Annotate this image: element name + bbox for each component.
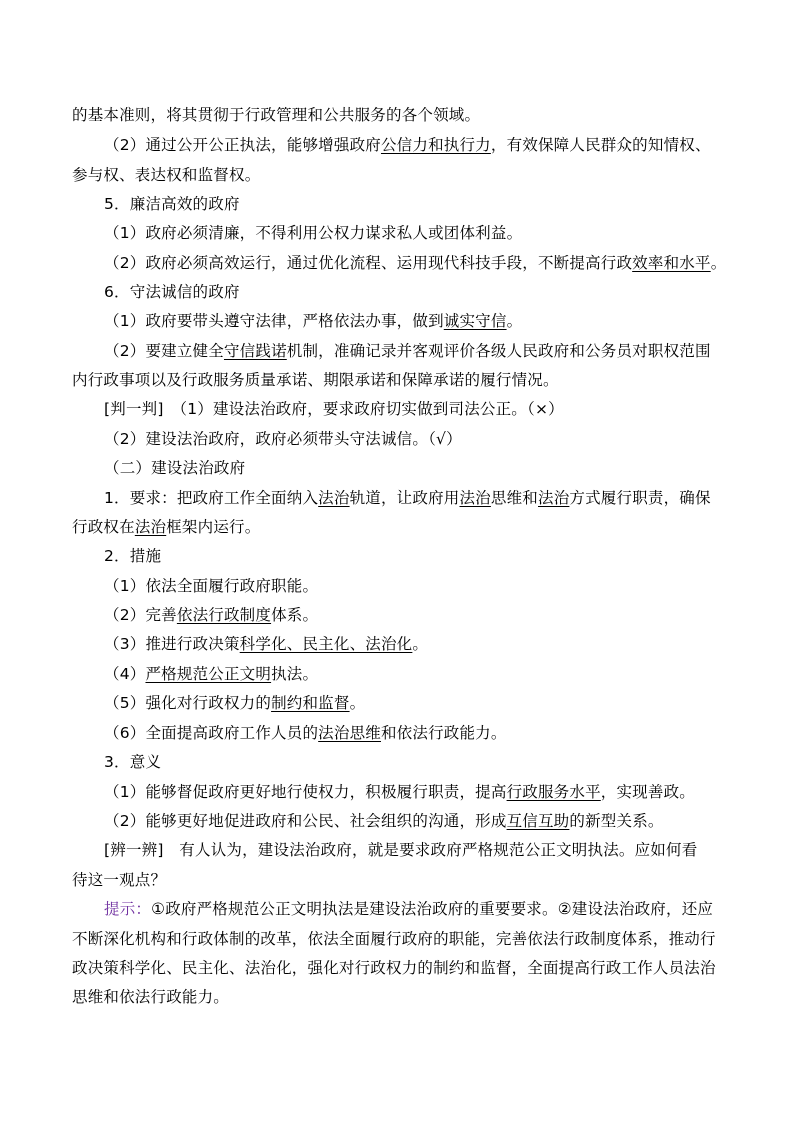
- text-segment: 政决策科学化、民主化、法治化，强化对行政权力的制约和监督，全面提高行政工作人员法治: [72, 959, 716, 977]
- section-heading: [104, 282, 240, 302]
- text-segment: 行政权在: [72, 518, 135, 536]
- text-segment: （2）能够更好地促进政府和公民、社会组织的沟通，形成: [104, 812, 507, 830]
- text-line: [104, 693, 365, 713]
- text-segment: （1）政府必须清廉，不得利用公权力谋求私人或团体利益。: [104, 224, 523, 242]
- text-segment: （4）: [104, 665, 146, 683]
- text-line: [104, 223, 522, 243]
- text-segment: 的基本准则，将其贯彻于行政管理和公共服务的各个领域。: [72, 106, 481, 124]
- underlined-term: 守信践诺: [223, 342, 287, 360]
- section-heading: [104, 194, 240, 214]
- underlined-term: 依法行政制度: [176, 606, 272, 624]
- text-segment: （2）通过公开公正执法，能够增强政府: [104, 136, 381, 154]
- text-segment: （2）建设法治政府，政府必须带头守法诚信。（√）: [104, 430, 462, 448]
- text-segment: 思维和: [490, 489, 538, 507]
- text-segment: 3．意义: [104, 753, 162, 771]
- underlined-term: 制约和监督: [271, 694, 350, 712]
- text-segment: 。: [412, 635, 429, 653]
- text-segment: （2）完善: [104, 606, 177, 624]
- section-heading: [104, 546, 161, 566]
- text-segment: 的新型关系。: [569, 812, 664, 830]
- text-segment: 和依法行政能力。: [380, 724, 507, 742]
- text-segment: 。: [710, 254, 727, 272]
- underlined-term: 法治: [459, 489, 491, 507]
- judge-question: [104, 399, 564, 419]
- text-segment: 5．廉洁高效的政府: [104, 195, 240, 213]
- text-segment: ①政府严格规范公正文明执法是建设法治政府的重要要求。②建设法治政府，还应: [151, 900, 714, 918]
- text-segment: 1．要求：把政府工作全面纳入: [104, 489, 319, 507]
- text-segment: [辨一辨] 有人认为，建设法治政府，就是要求政府严格规范公正文明执法。应如何看: [104, 841, 698, 859]
- text-segment: 6．守法诚信的政府: [104, 283, 240, 301]
- judge-question: [104, 429, 462, 449]
- text-line: [104, 782, 695, 802]
- underlined-term: 互信互助: [506, 812, 570, 830]
- text-line: [72, 987, 229, 1007]
- text-segment: 待这一观点？: [72, 871, 167, 889]
- text-line: [104, 811, 664, 831]
- text-segment: 思维和依法行政能力。: [72, 988, 230, 1006]
- text-line: [104, 664, 318, 684]
- discussion-question: [104, 840, 697, 860]
- text-line: [72, 105, 480, 125]
- section-heading: [104, 752, 161, 772]
- text-segment: （1）依法全面履行政府职能。: [104, 577, 319, 595]
- text-segment: （二）建设法治政府: [104, 459, 246, 477]
- text-segment: （2）政府必须高效运行，通过优化流程、运用现代科技手段，不断提高行政: [104, 254, 633, 272]
- text-segment: [判一判] （1）建设法治政府，要求政府切实做到司法公正。（×）: [104, 400, 564, 418]
- text-line: [72, 517, 260, 537]
- underlined-term: 科学化、民主化、法治化: [239, 635, 413, 653]
- section-heading: [104, 458, 245, 478]
- underlined-term: 法治: [318, 489, 350, 507]
- text-line: [72, 929, 716, 949]
- text-line: [104, 341, 711, 361]
- text-segment: （2）要建立健全: [104, 342, 224, 360]
- text-segment: 参与权、表达权和监督权。: [72, 166, 261, 184]
- text-line: [104, 253, 726, 273]
- underlined-term: 法治: [134, 518, 167, 536]
- discussion-question: [72, 870, 166, 890]
- text-segment: （1）政府要带头遵守法律，严格依法办事，做到: [104, 312, 444, 330]
- text-segment: ，实现善政。: [600, 783, 695, 801]
- text-segment: ，有效保障人民群众的知情权、: [490, 136, 711, 154]
- text-segment: （3）推进行政决策: [104, 635, 240, 653]
- text-segment: 。: [506, 312, 523, 330]
- text-segment: 内行政事项以及行政服务质量承诺、期限承诺和保障承诺的履行情况。: [72, 371, 559, 389]
- text-line: [72, 165, 260, 185]
- text-segment: 。: [349, 694, 366, 712]
- text-segment: （5）强化对行政权力的: [104, 694, 272, 712]
- underlined-term: 效率和水平: [632, 254, 711, 272]
- underlined-term: 公信力和执行力: [380, 136, 491, 154]
- text-segment: 机制，准确记录并客观评价各级人民政府和公务员对职权范围: [286, 342, 711, 360]
- underlined-term: 法治思维: [318, 724, 381, 742]
- text-line: [104, 605, 318, 625]
- text-segment: 执法。: [271, 665, 319, 683]
- text-segment: （1）能够督促政府更好地行使权力，积极履行职责，提高: [104, 783, 507, 801]
- underlined-term: 诚实守信: [443, 312, 507, 330]
- underlined-term: 行政服务水平: [506, 783, 601, 801]
- text-line: [104, 723, 507, 743]
- text-segment: 体系。: [271, 606, 319, 624]
- text-segment: （6）全面提高政府工作人员的: [104, 724, 319, 742]
- text-line: [72, 370, 559, 390]
- underlined-term: 严格规范公正文明: [145, 665, 272, 683]
- text-segment: 框架内运行。: [166, 518, 261, 536]
- text-line: [104, 135, 711, 155]
- text-segment: 方式履行职责，确保: [569, 489, 711, 507]
- text-line: [104, 576, 318, 596]
- underlined-term: 法治: [538, 489, 570, 507]
- text-segment: 轨道，让政府用: [349, 489, 460, 507]
- text-line: [104, 311, 522, 331]
- hint-label: 提示：: [104, 900, 152, 918]
- text-line: [72, 958, 716, 978]
- text-line: [104, 634, 428, 654]
- hint-line: [104, 899, 713, 919]
- text-segment: 2．措施: [104, 547, 162, 565]
- text-segment: 不断深化机构和行政体制的改革，依法全面履行政府的职能，完善依法行政制度体系，推动行: [72, 930, 716, 948]
- text-line: [104, 488, 711, 508]
